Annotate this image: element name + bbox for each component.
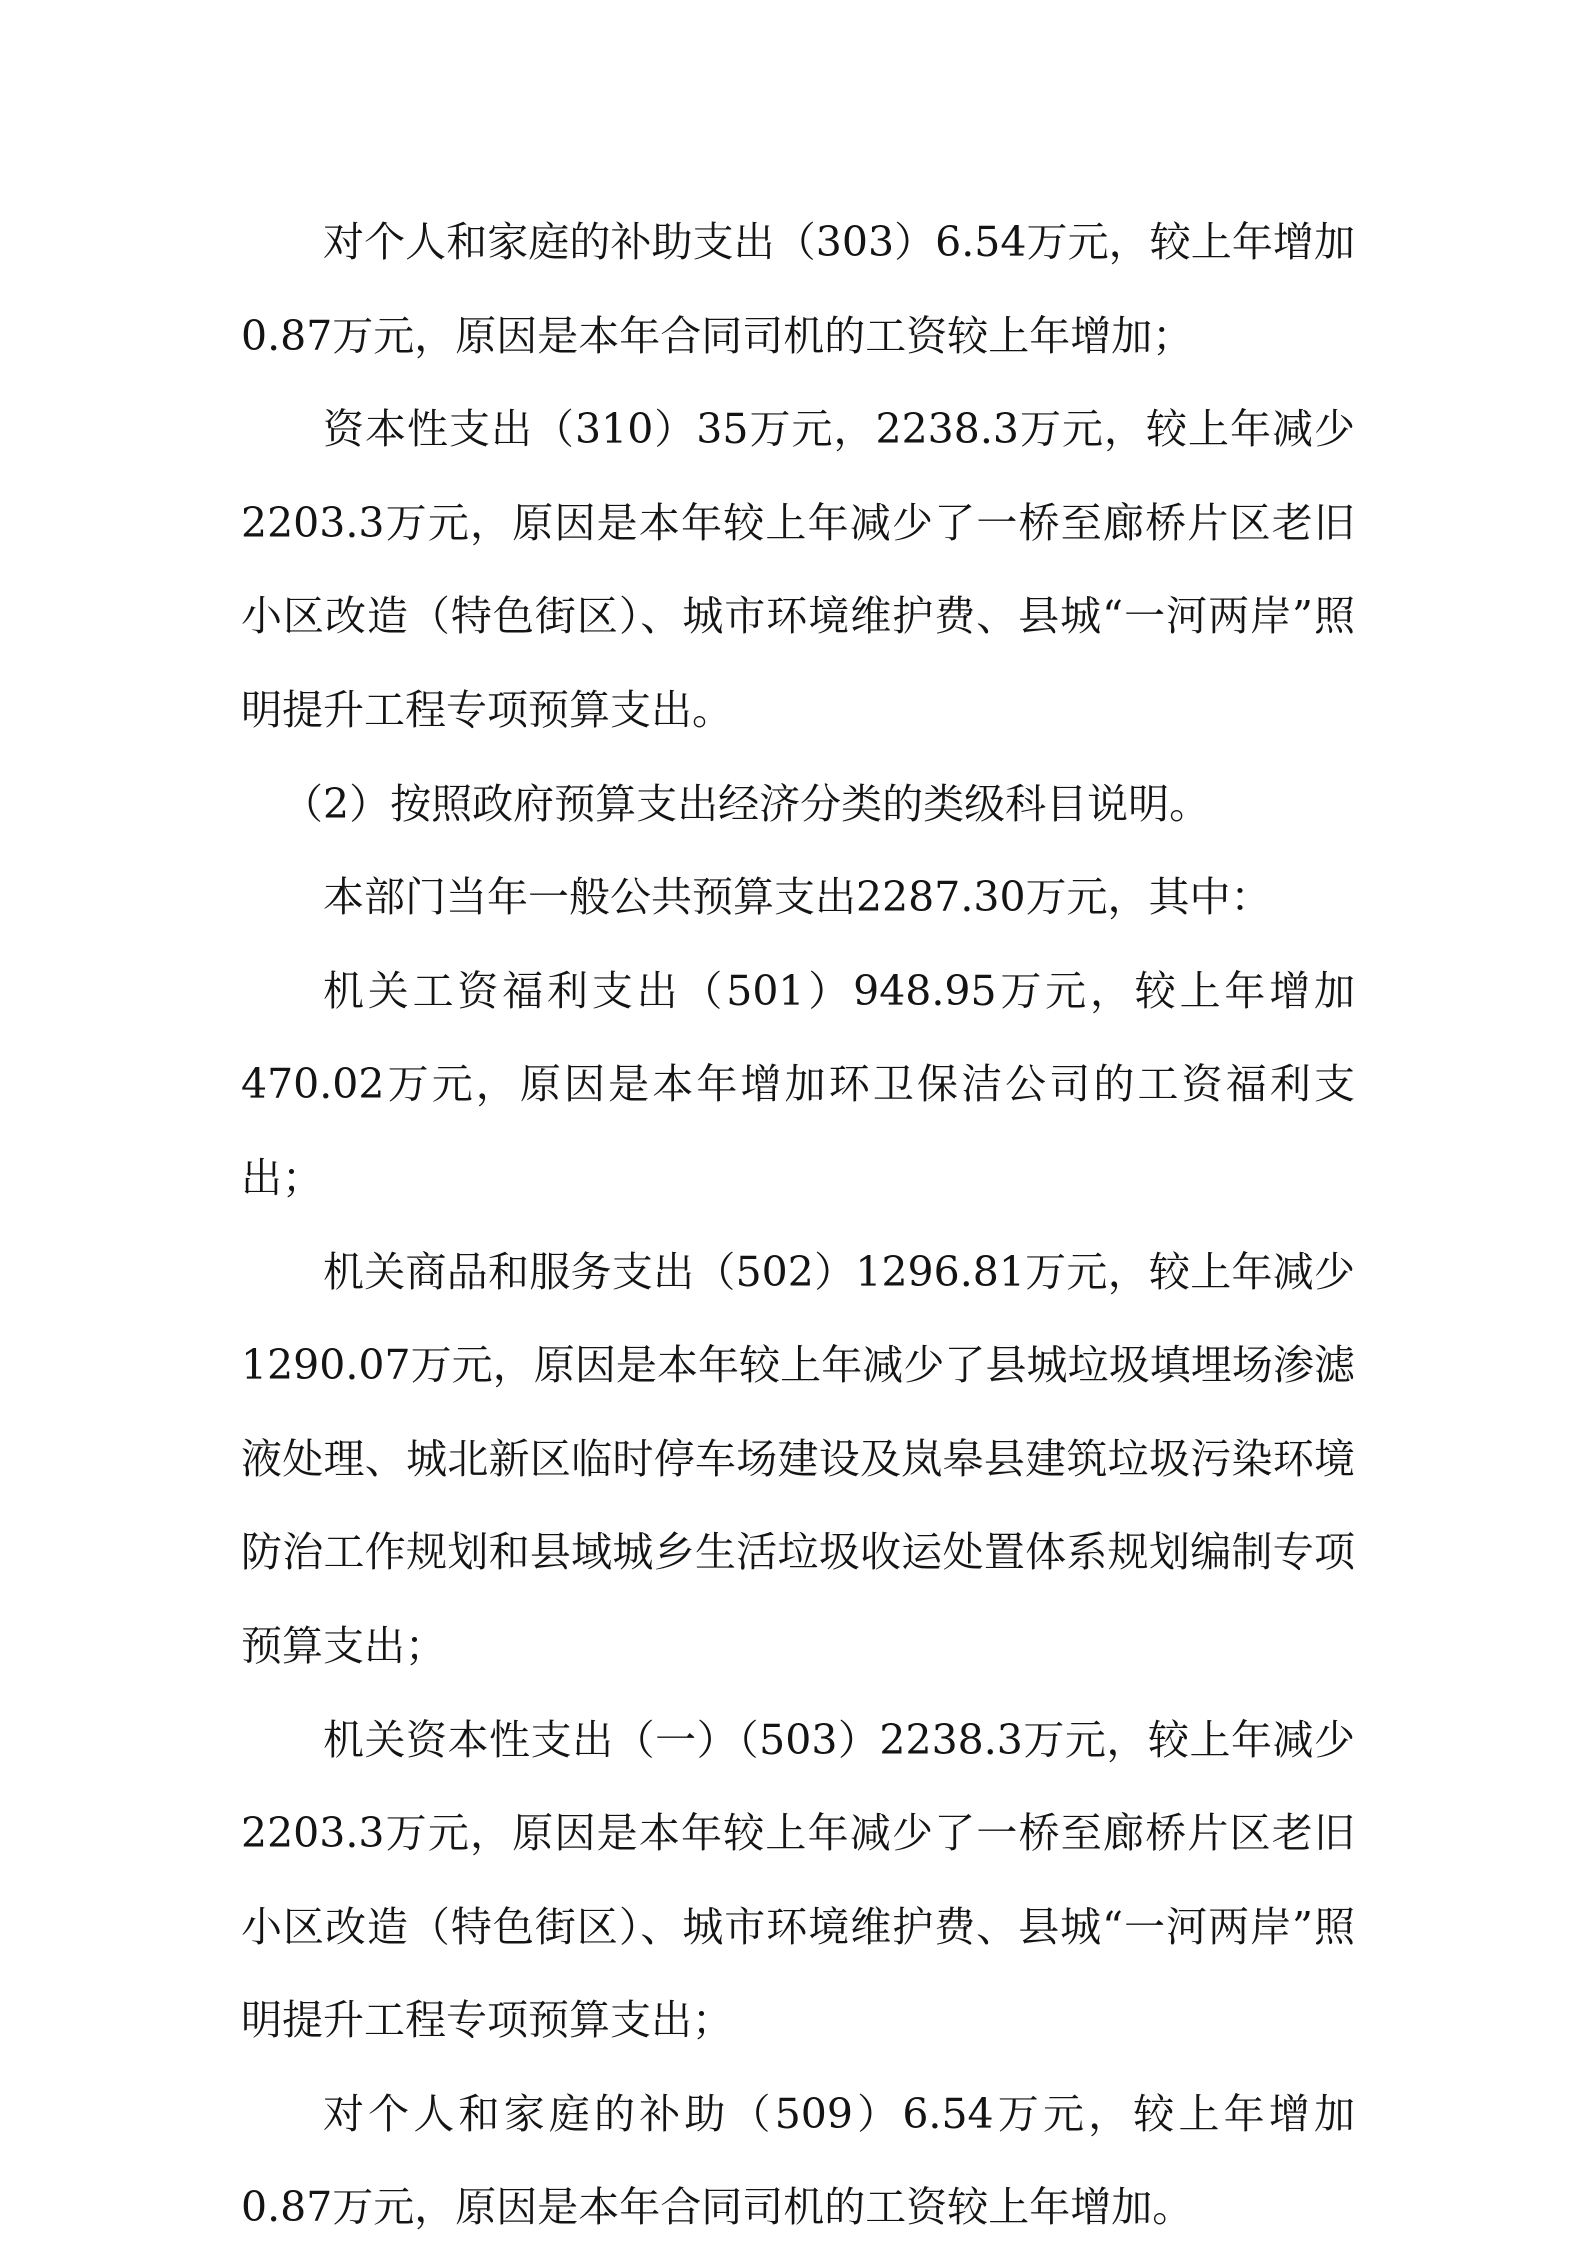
paragraph-subsidy-303: 对个人和家庭的补助支出（303）6.54万元，较上年增加0.87万元，原因是本年合同司机的工资较上年增加；: [241, 218, 1355, 360]
paragraph-goods-services-502: 机关商品和服务支出（502）1296.81万元，较上年减少1290.07万元，原因是本年较上年减少了县城垃圾填埋场渗滤液处理、城北新区临时停车场建设及岚皋县建筑垃圾污染环境防治工作规划和县域城乡生活垃圾收运处置体系规划编制专项预算支出；: [241, 1247, 1355, 1670]
paragraph-total-expenditure: 本部门当年一般公共预算支出2287.30万元，其中：: [323, 873, 1272, 922]
paragraph-wages-501: 机关工资福利支出（501）948.95万元，较上年增加470.02万元，原因是本年增加环卫保洁公司的工资福利支出；: [241, 966, 1355, 1202]
section-heading-economic-classification: （2）按照政府预算支出经济分类的类级科目说明。: [282, 779, 1211, 828]
paragraph-capital-310: 资本性支出（310）35万元，2238.3万元，较上年减少2203.3万元，原因是本年较上年减少了一桥至廊桥片区老旧小区改造（特色街区）、城市环境维护费、县城“一河两岸”照明提升工程专项预算支出。: [241, 405, 1355, 734]
paragraph-capital-503: 机关资本性支出（一）（503）2238.3万元，较上年减少2203.3万元，原因是本年较上年减少了一桥至廊桥片区老旧小区改造（特色街区）、城市环境维护费、县城“一河两岸”照明提升工程专项预算支出；: [241, 1715, 1355, 2045]
document-body: [241, 196, 1355, 2255]
paragraph-subsidy-509: 对个人和家庭的补助（509）6.54万元，较上年增加0.87万元，原因是本年合同司机的工资较上年增加。: [241, 2089, 1355, 2232]
